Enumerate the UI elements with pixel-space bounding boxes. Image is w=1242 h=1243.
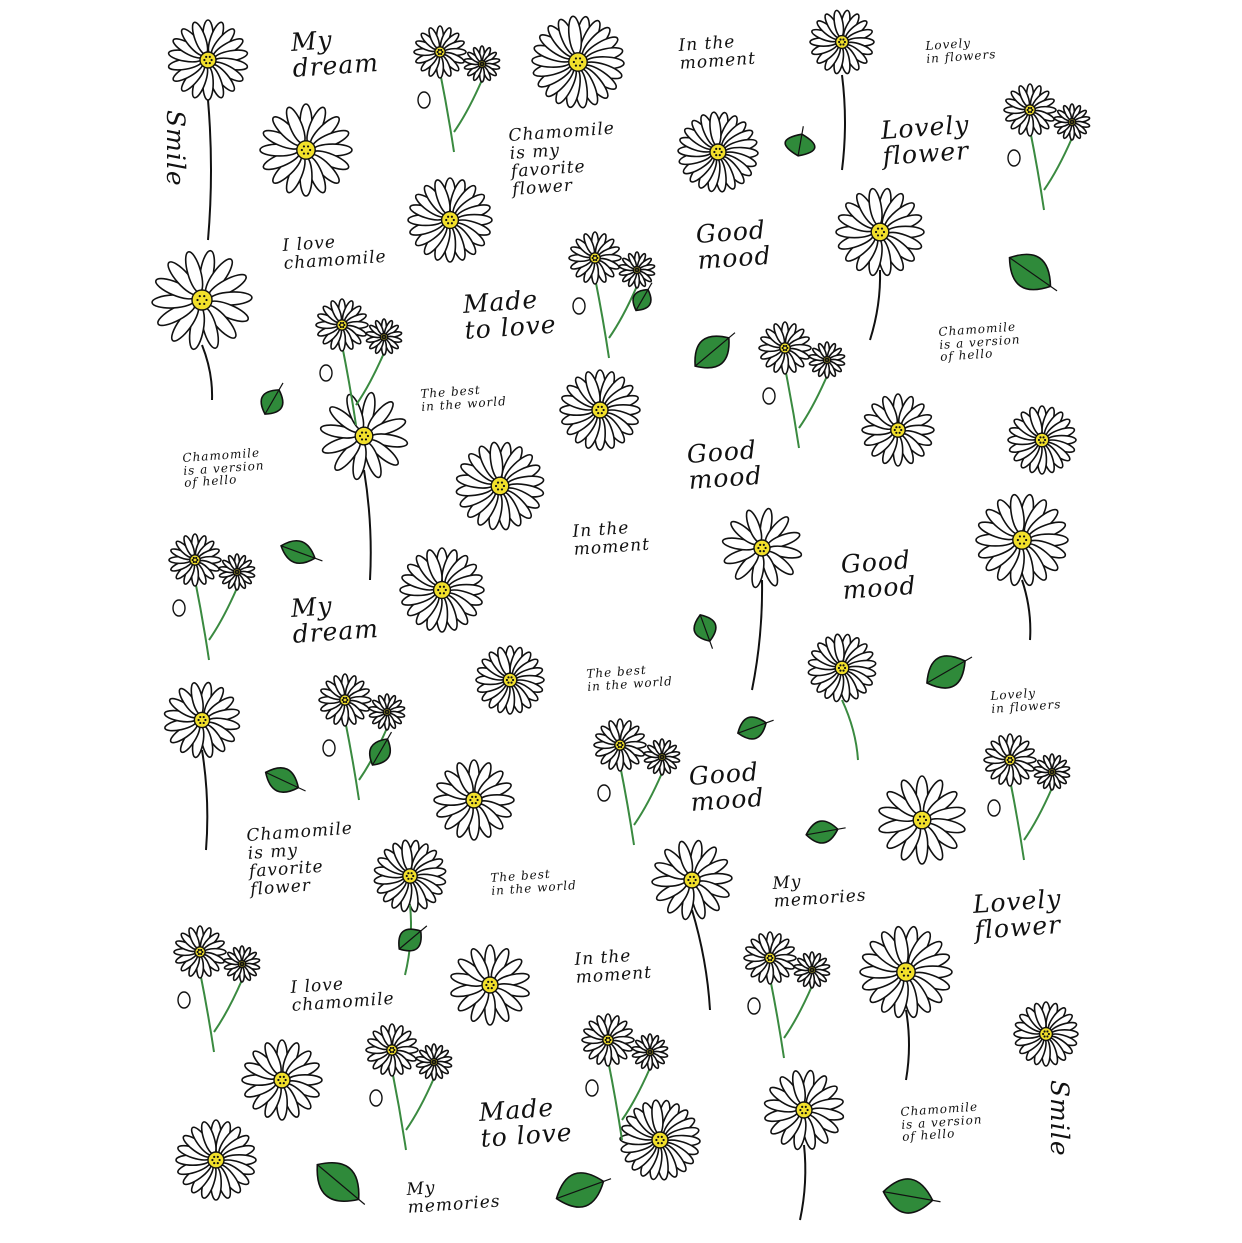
daisy-icon: [1054, 104, 1090, 140]
daisy-icon: [1004, 84, 1056, 136]
daisy-icon: [374, 840, 447, 913]
text-good-mood: Good mood: [694, 215, 773, 276]
stem-line: [800, 1145, 805, 1220]
stem-line: [364, 470, 371, 580]
daisy-icon: [366, 1024, 418, 1076]
daisy-icon: [560, 370, 640, 450]
stem-line: [202, 345, 212, 400]
daisy-icon: [242, 1040, 322, 1120]
daisy-icon: [810, 10, 874, 74]
leaf-icon: [919, 643, 980, 697]
leaf-icon: [392, 917, 434, 957]
daisy-icon: [1008, 406, 1076, 474]
text-smile-vertical: Smile: [161, 110, 190, 187]
chamomile-sprig-icon: [763, 368, 827, 448]
daisy-icon: [878, 776, 966, 864]
stem-line: [202, 750, 207, 850]
daisy-icon: [164, 682, 241, 759]
daisy-icon: [808, 634, 877, 703]
daisy-icon: [984, 734, 1036, 786]
leaf-icon: [783, 124, 818, 159]
chamomile-sprig-icon: [988, 780, 1052, 860]
text-lovely-flower: Lovely flower: [971, 883, 1063, 946]
text-in-the-moment: In the moment: [571, 518, 651, 560]
stem-line: [842, 75, 845, 170]
stem-line: [208, 100, 211, 240]
text-chamomile-version: Chamomile is a version of hello: [937, 319, 1021, 365]
text-my-dream: My dream: [289, 25, 380, 84]
chamomile-sprig-icon: [573, 278, 637, 358]
daisy-icon: [369, 694, 405, 730]
chamomile-sprig-icon: [418, 72, 482, 152]
daisy-icon: [764, 1070, 845, 1151]
chamomile-sprig-icon: [178, 972, 242, 1052]
leaf-icon: [804, 817, 847, 846]
daisy-icon: [1014, 1002, 1078, 1066]
leaf-icon: [306, 1151, 377, 1218]
chamomile-sprig-icon: [173, 580, 237, 660]
daisy-icon: [152, 250, 253, 351]
daisy-icon: [860, 926, 952, 1019]
daisy-icon: [744, 932, 796, 984]
daisy-icon: [414, 26, 466, 78]
daisy-icon: [169, 534, 221, 586]
leaf-icon: [690, 611, 723, 652]
daisy-icon: [632, 1034, 668, 1070]
stem-line: [692, 910, 710, 1010]
text-my-memories: My memories: [771, 871, 868, 912]
daisy-icon: [976, 494, 1068, 587]
text-lovely-flower: Lovely flower: [879, 109, 971, 172]
text-chamomile-favorite: Chamomile is my favorite flower: [507, 118, 616, 200]
text-the-best-in-world: The best in the world: [585, 662, 674, 694]
leaf-icon: [880, 1175, 943, 1219]
stem-line: [870, 270, 880, 340]
text-chamomile-version: Chamomile is a version of hello: [899, 1099, 983, 1145]
daisy-icon: [450, 945, 530, 1025]
text-in-the-moment: In the moment: [573, 946, 653, 988]
text-lovely-in-flowers: Lovely in flowers: [924, 35, 997, 66]
text-smile-vertical: Smile: [1045, 1080, 1074, 1157]
text-chamomile-favorite: Chamomile is my favorite flower: [245, 818, 354, 900]
daisy-icon: [316, 299, 368, 351]
daisy-icon: [722, 508, 803, 589]
text-in-the-moment: In the moment: [677, 32, 757, 74]
chamomile-sprig-icon: [370, 1070, 434, 1150]
stem-line: [906, 1010, 909, 1080]
chamomile-sprig-icon: [1008, 130, 1072, 210]
daisy-icon: [408, 178, 492, 262]
leaf-icon: [1000, 244, 1067, 305]
text-made-to-love: Made to love: [461, 284, 558, 346]
leaf-icon: [734, 710, 777, 744]
text-good-mood: Good mood: [839, 545, 918, 606]
daisy-icon: [224, 946, 260, 982]
text-my-dream: My dream: [289, 591, 380, 650]
stem-line: [1022, 580, 1030, 640]
daisy-icon: [464, 46, 500, 82]
daisy-icon: [1034, 754, 1070, 790]
daisy-icon: [456, 442, 545, 531]
chamomile-sprig-icon: [598, 765, 662, 845]
daisy-icon: [320, 392, 409, 481]
text-my-memories: My memories: [405, 1177, 502, 1218]
daisy-icon: [416, 1044, 452, 1080]
text-i-love-chamomile: I love chamomile: [289, 974, 396, 1016]
leaf-icon: [255, 377, 292, 419]
text-made-to-love: Made to love: [477, 1092, 574, 1154]
daisy-icon: [619, 252, 655, 288]
daisy-icon: [582, 1014, 634, 1066]
text-good-mood: Good mood: [685, 435, 764, 496]
daisy-icon: [759, 322, 811, 374]
daisy-icon: [644, 739, 680, 775]
daisy-icon: [594, 719, 646, 771]
chamomile-sprig-icon: [748, 978, 812, 1058]
daisy-icon: [836, 188, 924, 277]
text-the-best-in-world: The best in the world: [489, 866, 578, 898]
text-i-love-chamomile: I love chamomile: [281, 232, 388, 274]
daisy-icon: [319, 674, 371, 726]
daisy-icon: [476, 646, 544, 714]
daisy-icon: [862, 394, 934, 466]
daisy-icon: [652, 840, 732, 921]
daisy-icon: [400, 548, 484, 632]
daisy-icon: [678, 112, 758, 193]
daisy-icon: [620, 1100, 700, 1181]
text-good-mood: Good mood: [687, 757, 766, 818]
daisy-icon: [434, 760, 514, 840]
stem-line: [842, 700, 858, 760]
daisy-icon: [260, 104, 352, 196]
daisy-icon: [176, 1120, 256, 1200]
text-the-best-in-world: The best in the world: [419, 382, 508, 414]
stem-line: [752, 580, 762, 690]
text-chamomile-version: Chamomile is a version of hello: [181, 445, 265, 491]
daisy-icon: [794, 952, 830, 988]
daisy-icon: [366, 319, 402, 355]
daisy-icon: [569, 232, 621, 284]
daisy-icon: [168, 20, 249, 100]
leaf-icon: [277, 536, 326, 572]
daisy-icon: [532, 16, 624, 109]
leaf-icon: [686, 321, 745, 377]
daisy-icon: [174, 926, 226, 978]
leaf-icon: [261, 762, 311, 802]
text-lovely-in-flowers: Lovely in flowers: [989, 685, 1062, 716]
leaf-icon: [551, 1163, 617, 1215]
daisy-icon: [219, 554, 255, 590]
daisy-icon: [809, 342, 845, 378]
